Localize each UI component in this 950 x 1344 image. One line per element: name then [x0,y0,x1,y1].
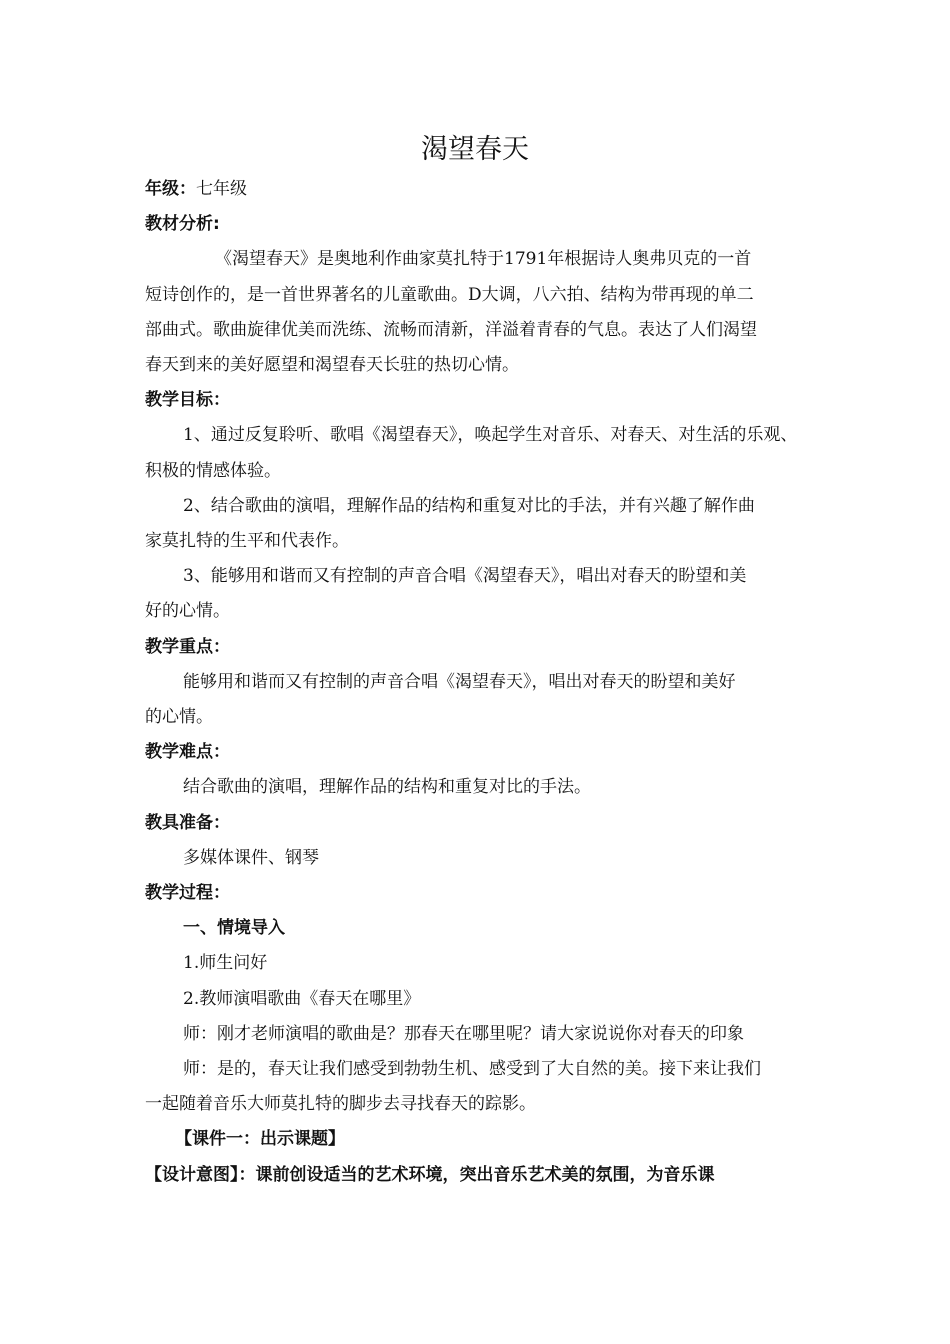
design-intent-label: 【设计意图】： [145,1164,256,1185]
grade-value: 七年级 [196,179,247,199]
analysis-line: 春天到来的美好愿望和渴望春天长驻的热切心情。 [145,355,519,376]
process-heading: 教学过程： [145,883,230,904]
teacher-dialog-cont: 一起随着音乐大师莫扎特的脚步去寻找春天的踪影。 [145,1094,536,1115]
key-points-line: 的心情。 [145,707,213,728]
design-intent-text: 课前创设适当的艺术环境，突出音乐艺术美的氛围，为音乐课 [255,1164,715,1185]
courseware-note: 【课件一：出示课题】 [175,1129,345,1150]
difficulties-line: 结合歌曲的演唱，理解作品的结构和重复对比的手法。 [183,777,591,798]
grade-line [145,172,950,207]
goal-item-cont: 好的心情。 [145,601,230,622]
tools-line: 多媒体课件、钢琴 [183,847,319,868]
goals-heading: 教学目标： [145,390,230,411]
analysis-line: 《渴望春天》是奥地利作曲家莫扎特于1791年根据诗人奥弗贝克的一首 [215,249,752,270]
teacher-dialog: 师：刚才老师演唱的歌曲是？那春天在哪里呢？请大家说说你对春天的印象 [183,1023,744,1044]
goal-item: 1、通过反复聆听、歌唱《渴望春天》，唤起学生对音乐、对春天、对生活的乐观、 [183,425,798,446]
process-section-title: 一、情境导入 [183,918,285,939]
goal-item: 2、结合歌曲的演唱，理解作品的结构和重复对比的手法，并有兴趣了解作曲 [183,495,755,516]
process-step: 2.教师演唱歌曲《春天在哪里》 [183,988,421,1009]
analysis-line: 短诗创作的，是一首世界著名的儿童歌曲。D大调，八六拍、结构为带再现的单二 [145,284,754,305]
goal-item: 3、能够用和谐而又有控制的声音合唱《渴望春天》，唱出对春天的盼望和美 [183,566,747,587]
goal-item-cont: 家莫扎特的生平和代表作。 [145,531,349,552]
page-title: 渴望春天 [421,134,529,165]
difficulties-heading: 教学难点： [145,742,230,763]
key-points-line: 能够用和谐而又有控制的声音合唱《渴望春天》，唱出对春天的盼望和美好 [183,671,736,692]
goal-item-cont: 积极的情感体验。 [145,460,281,481]
teacher-dialog: 师：是的，春天让我们感受到勃勃生机、感受到了大自然的美。接下来让我们 [183,1059,761,1080]
process-step: 1.师生问好 [183,953,268,974]
key-points-heading: 教学重点： [145,636,230,657]
grade-label: 年级： [145,179,196,199]
design-intent [145,1158,950,1193]
analysis-heading: 教材分析: [145,214,220,235]
analysis-line: 部曲式。歌曲旋律优美而洗练、流畅而清新，洋溢着青春的气息。表达了人们渴望 [145,319,757,340]
tools-heading: 教具准备： [145,812,230,833]
